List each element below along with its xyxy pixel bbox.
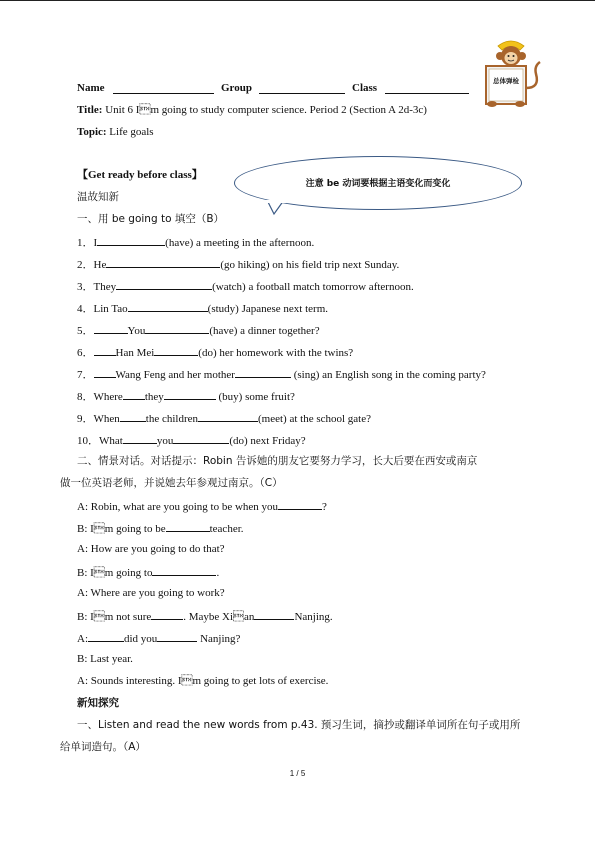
answer-blank[interactable] <box>94 344 116 356</box>
answer-blank[interactable] <box>166 520 210 532</box>
section3-line2: 给单词造句。（A） <box>60 741 146 753</box>
list-item: 10．What you (do) next Friday? <box>77 432 306 448</box>
answer-blank[interactable] <box>145 322 209 334</box>
answer-blank[interactable] <box>154 344 198 356</box>
dialogue-line: A: Where are you going to work? <box>77 587 225 599</box>
answer-blank[interactable] <box>128 300 208 312</box>
list-item: 3．They (watch) a football match tomorrow afternoon. <box>77 278 414 294</box>
section1-subheading: 温故知新 <box>77 191 119 203</box>
group-blank[interactable] <box>259 82 345 94</box>
class-label: Class <box>352 82 378 94</box>
topic-label: Topic: <box>77 126 107 138</box>
list-item: 7． Wang Feng and her mother (sing) an English song in the coming party? <box>77 366 486 382</box>
list-item: 1．I (have) a meeting in the afternoon. <box>77 234 314 250</box>
answer-blank[interactable] <box>116 278 212 290</box>
title-label: Title: <box>77 104 103 116</box>
topic-line <box>77 125 154 139</box>
answer-blank[interactable] <box>157 630 197 642</box>
title-text: Unit 6 Im going to study computer science. Period 2 (Section A 2d-3c) <box>105 104 427 116</box>
dialogue-line: A: Robin, what are you going to be when you ? <box>77 498 327 514</box>
list-item: 5． You (have) a dinner together? <box>77 322 320 338</box>
answer-blank[interactable] <box>106 256 220 268</box>
name-label: Name <box>77 82 105 94</box>
section3-line1: 一、Listen and read the new words from p.43. 预习生词，摘抄或翻译单词所在句子或用所 <box>77 719 521 731</box>
answer-blank[interactable] <box>94 322 128 334</box>
answer-blank[interactable] <box>173 432 229 444</box>
answer-blank[interactable] <box>120 410 146 422</box>
dialogue-line: B: Im not sure . Maybe Xian Nanjing. <box>77 608 333 624</box>
answer-blank[interactable] <box>123 432 157 444</box>
answer-blank[interactable] <box>123 388 145 400</box>
list-item: 2．He (go hiking) on his field trip next Sunday. <box>77 256 399 272</box>
answer-blank[interactable] <box>152 564 216 576</box>
answer-blank[interactable] <box>198 410 258 422</box>
answer-blank[interactable] <box>151 608 183 620</box>
section1-part-title: 一、用 be going to 填空（B） <box>77 213 225 225</box>
dialogue-line: B: Im going to . <box>77 564 219 580</box>
answer-blank[interactable] <box>235 366 291 378</box>
list-item: 8．Where they (buy) some fruit? <box>77 388 295 404</box>
top-rule <box>0 0 595 1</box>
dialogue-line: A: Sounds interesting. Im going to get lots of exercise. <box>77 675 329 687</box>
answer-blank[interactable] <box>254 608 294 620</box>
name-blank[interactable] <box>113 82 214 94</box>
section2-intro-line2: 做一位英语老师，并说她去年参观过南京。（C） <box>60 477 283 489</box>
monkey-mascot-icon <box>476 38 546 112</box>
answer-blank[interactable] <box>278 498 322 510</box>
section3-heading: 新知探究 <box>77 697 119 709</box>
section1-heading: 【Get ready before class】 <box>77 169 203 181</box>
group-label: Group <box>221 82 252 94</box>
list-item: 9．When the children (meet) at the school gate? <box>77 410 371 426</box>
answer-blank[interactable] <box>97 234 165 246</box>
dialogue-line: B: Im going to be teacher. <box>77 520 244 536</box>
list-item: 6． Han Mei (do) her homework with the twins? <box>77 344 353 360</box>
answer-blank[interactable] <box>164 388 216 400</box>
list-item: 4．Lin Tao (study) Japanese next term. <box>77 300 328 316</box>
mascot-label: 总体弹检 <box>493 77 519 85</box>
class-blank[interactable] <box>385 82 469 94</box>
bubble-tail-cover <box>264 200 288 208</box>
title-line <box>77 103 427 117</box>
page-number: 1 / 5 <box>289 769 306 778</box>
answer-blank[interactable] <box>88 630 124 642</box>
answer-blank[interactable] <box>94 366 116 378</box>
section2-intro-line1: 二、情景对话。对话提示：Robin 告诉她的朋友它要努力学习，长大后要在西安或南京 <box>77 455 478 467</box>
dialogue-line: B: Last year. <box>77 653 133 665</box>
topic-text: Life goals <box>109 126 154 138</box>
dialogue-line: A: did you Nanjing? <box>77 630 240 646</box>
hint-bubble-text: 注意 be 动词要根据主语变化而变化 <box>305 179 451 189</box>
dialogue-line: A: How are you going to do that? <box>77 543 225 555</box>
